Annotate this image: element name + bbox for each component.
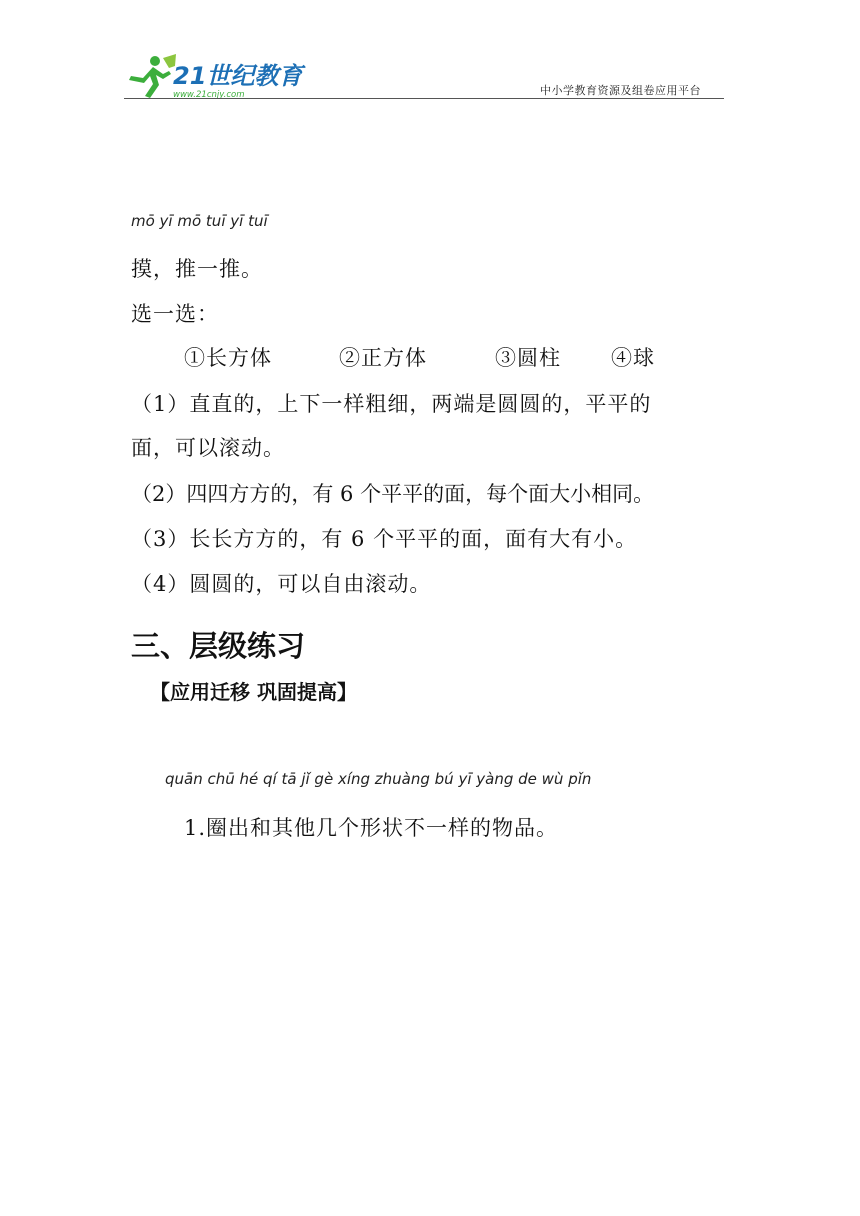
logo-text: 21世纪教育 — [173, 62, 303, 90]
title-pinyin: mō yī mō tuī yī tuī — [131, 212, 268, 230]
item-1-line-2: 面，可以滚动。 — [131, 436, 285, 460]
section-subheading: 【应用迁移 巩固提高】 — [150, 680, 357, 704]
question-1-pinyin: quān chū hé qí tā jǐ gè xíng zhuàng bú yī yàng de wù pǐn — [165, 770, 592, 788]
item-3: （3）长长方方的，有 6 个平平的面，面有大有小。 — [131, 527, 638, 551]
logo-url: www.21cnjy.com — [173, 90, 245, 100]
option-sphere: ④球 — [611, 346, 655, 370]
runner-icon — [129, 54, 176, 98]
item-4: （4）圆圆的，可以自由滚动。 — [131, 572, 432, 596]
header-tagline: 中小学教育资源及组卷应用平台 — [540, 84, 701, 97]
header-divider — [124, 98, 724, 99]
section-heading: 三、层级练习 — [131, 629, 306, 663]
site-logo — [123, 54, 303, 100]
question-1-text: 1.圈出和其他几个形状不一样的物品。 — [184, 816, 559, 840]
section-title: 摸，推一推。 — [131, 257, 263, 281]
item-1-line-1: （1）直直的，上下一样粗细，两端是圆圆的，平平的 — [131, 392, 652, 416]
option-cuboid: ①长方体 — [184, 346, 272, 370]
choose-label: 选一选： — [131, 302, 219, 326]
option-cylinder: ③圆柱 — [495, 346, 561, 370]
item-2: （2）四四方方的，有 6 个平平的面，每个面大小相同。 — [131, 482, 655, 506]
option-cube: ②正方体 — [339, 346, 427, 370]
